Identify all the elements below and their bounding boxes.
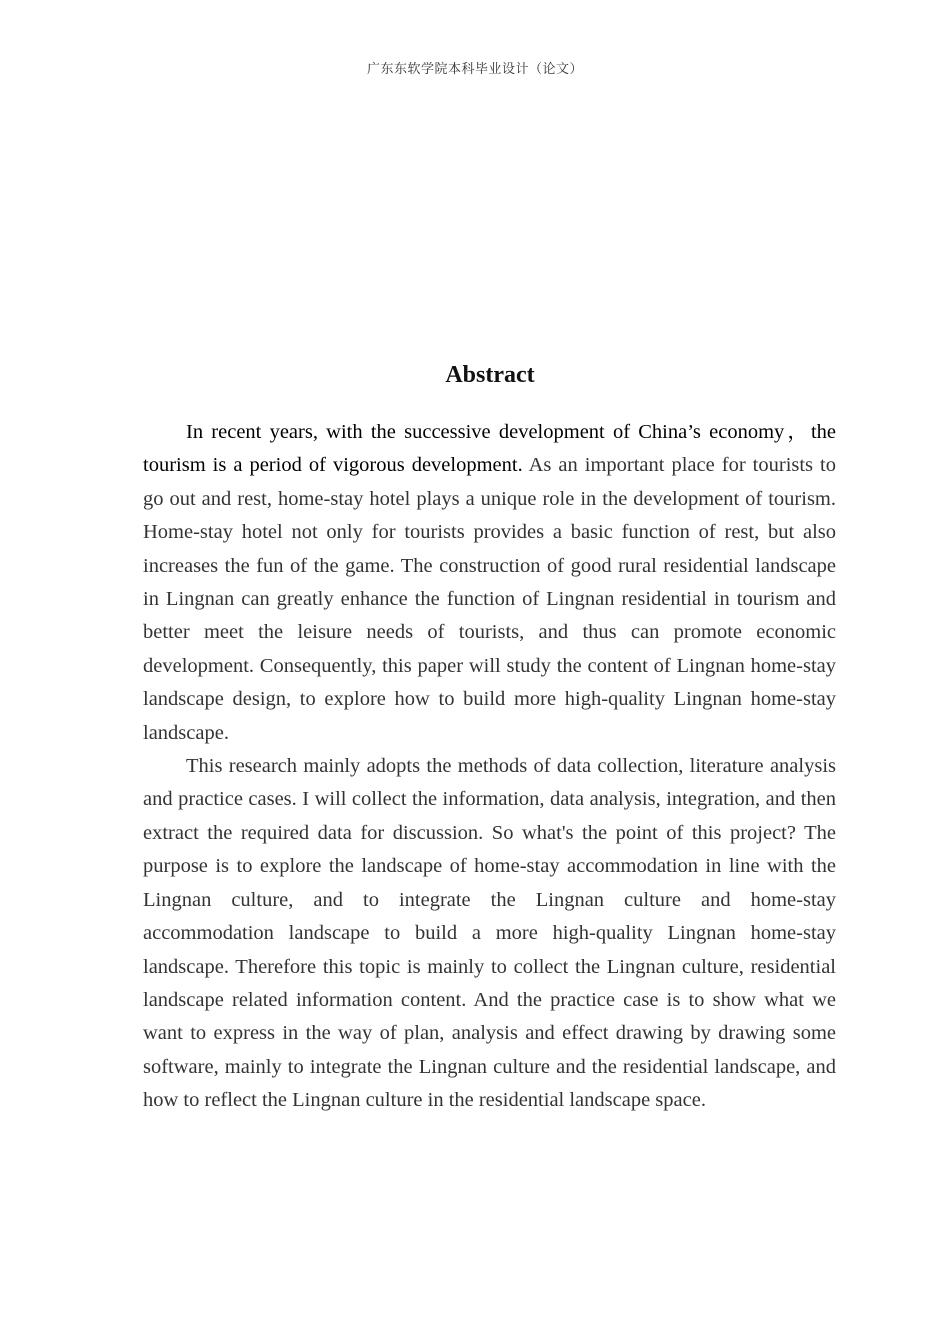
abstract-body	[143, 416, 836, 1118]
abstract-paragraph-1	[143, 416, 836, 750]
page-header: 广东东软学院本科毕业设计（论文）	[366, 62, 583, 77]
abstract-paragraph-2: This research mainly adopts the methods of data collection, literature analysis and practice cases. I will collect the information, data analysis, integration, and then extract the required data for discussion. So what's the point of this project? The purpose is to explore the landscape of home-stay accommodation in line with the Lingnan culture, and to integrate the Lingnan culture and home-stay accommodation landscape to build a more high-quality Lingnan home-stay landscape. Therefore this topic is mainly to collect the Lingnan culture, residential landscape related information content. And the practice case is to show what we want to express in the way of plan, analysis and effect drawing by drawing some software, mainly to integrate the Lingnan culture and the residential landscape, and how to reflect the Lingnan culture in the residential landscape space.	[143, 755, 836, 1112]
paragraph-1-rest: As an important place for tourists to go out and rest, home-stay hotel plays a unique role in the development of tourism. Home-stay hotel not only for tourists provides a basic function of rest, but also increases the fun of the game. The construction of good rural residential landscape in Lingnan can greatly enhance the function of Lingnan residential in tourism and better meet the leisure needs of tourists, and thus can promote economic development. Consequently, this paper will study the content of Lingnan home-stay landscape design, to explore how to build more high-quality Lingnan home-stay landscape.	[143, 454, 836, 744]
abstract-title: Abstract	[445, 362, 535, 388]
paragraph-1-lead: In recent years, with the successive development of China’s economy，the tourism is a period of vigorous development.	[143, 421, 836, 477]
